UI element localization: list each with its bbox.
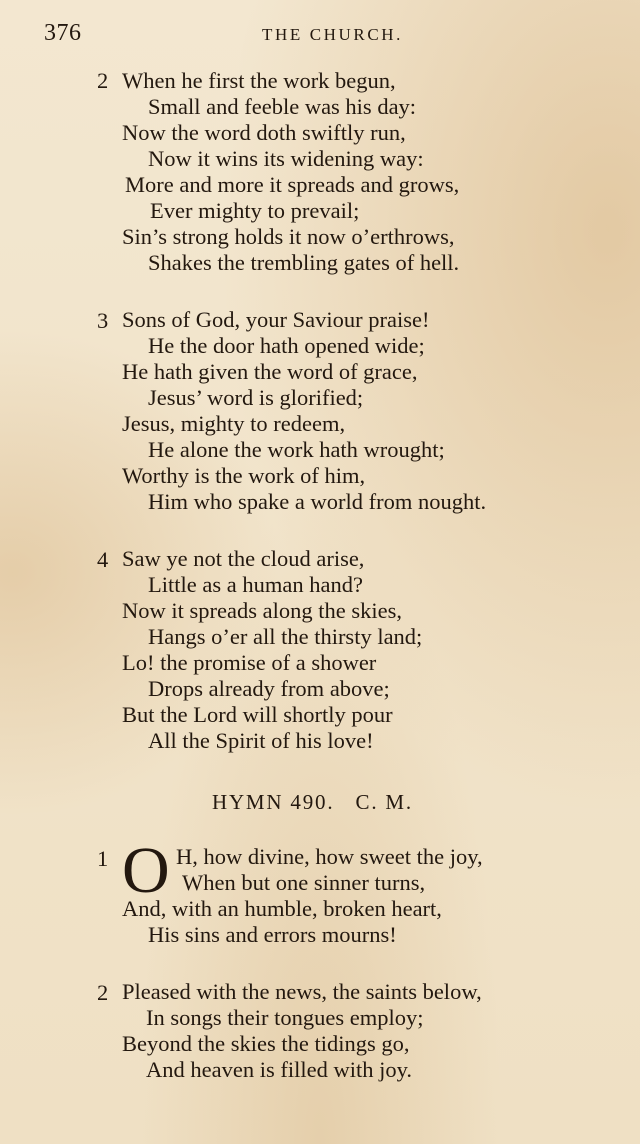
verse-line: Small and feeble was his day: [148, 94, 417, 119]
verse-line: Drops already from above; [148, 676, 390, 701]
verse-line: More and more it spreads and grows, [125, 172, 460, 197]
verse-line: Worthy is the work of him, [122, 463, 366, 488]
verse-line: Pleased with the news, the saints below, [122, 979, 482, 1004]
verse-line: H, how divine, how sweet the joy, [176, 844, 483, 869]
verse-line: Little as a human hand? [148, 572, 363, 597]
running-head: THE CHURCH. [262, 25, 403, 44]
verse-line: And heaven is filled with joy. [146, 1057, 412, 1082]
verse-line: But the Lord will shortly pour [122, 702, 393, 727]
verse-line: Now the word doth swiftly run, [122, 120, 406, 145]
verse-line: Jesus’ word is glorified; [148, 385, 364, 410]
verse-line: Sons of God, your Saviour praise! [122, 307, 430, 332]
verse-line: Him who spake a world from nought. [148, 489, 487, 514]
verse-line: Jesus, mighty to redeem, [122, 411, 346, 436]
verse-number: 1 [97, 846, 109, 871]
verse-line: Hangs o’er all the thirsty land; [148, 624, 423, 649]
verse-line: He hath given the word of grace, [122, 359, 418, 384]
verse-line: When he first the work begun, [122, 68, 396, 93]
verse-line: All the Spirit of his love! [148, 728, 374, 753]
verse-line: And, with an humble, broken heart, [122, 896, 442, 921]
verse-line: Shakes the trembling gates of hell. [148, 250, 460, 275]
drop-cap: O [122, 834, 170, 907]
verse-line: Sin’s strong holds it now o’erthrows, [122, 224, 455, 249]
verse-number: 2 [97, 980, 109, 1005]
verse-line: He alone the work hath wrought; [148, 437, 445, 462]
verse-line: His sins and errors mourns! [148, 922, 397, 947]
verse-line: Lo! the promise of a shower [122, 650, 377, 675]
verse-line: He the door hath opened wide; [148, 333, 425, 358]
verse-line: When but one sinner turns, [182, 870, 426, 895]
verse-line: Now it wins its widening way: [148, 146, 424, 171]
verse-line: Now it spreads along the skies, [122, 598, 402, 623]
verse-number: 2 [97, 68, 109, 93]
hymn-title: HYMN 490. C. M. [212, 790, 413, 814]
verse-line: Ever mighty to prevail; [150, 198, 360, 223]
verse-line: In songs their tongues employ; [146, 1005, 424, 1030]
verse-line: Saw ye not the cloud arise, [122, 546, 365, 571]
verse-number: 4 [97, 547, 109, 572]
verse-line: Beyond the skies the tidings go, [122, 1031, 410, 1056]
page-number: 376 [44, 20, 82, 46]
verse-number: 3 [97, 308, 109, 333]
